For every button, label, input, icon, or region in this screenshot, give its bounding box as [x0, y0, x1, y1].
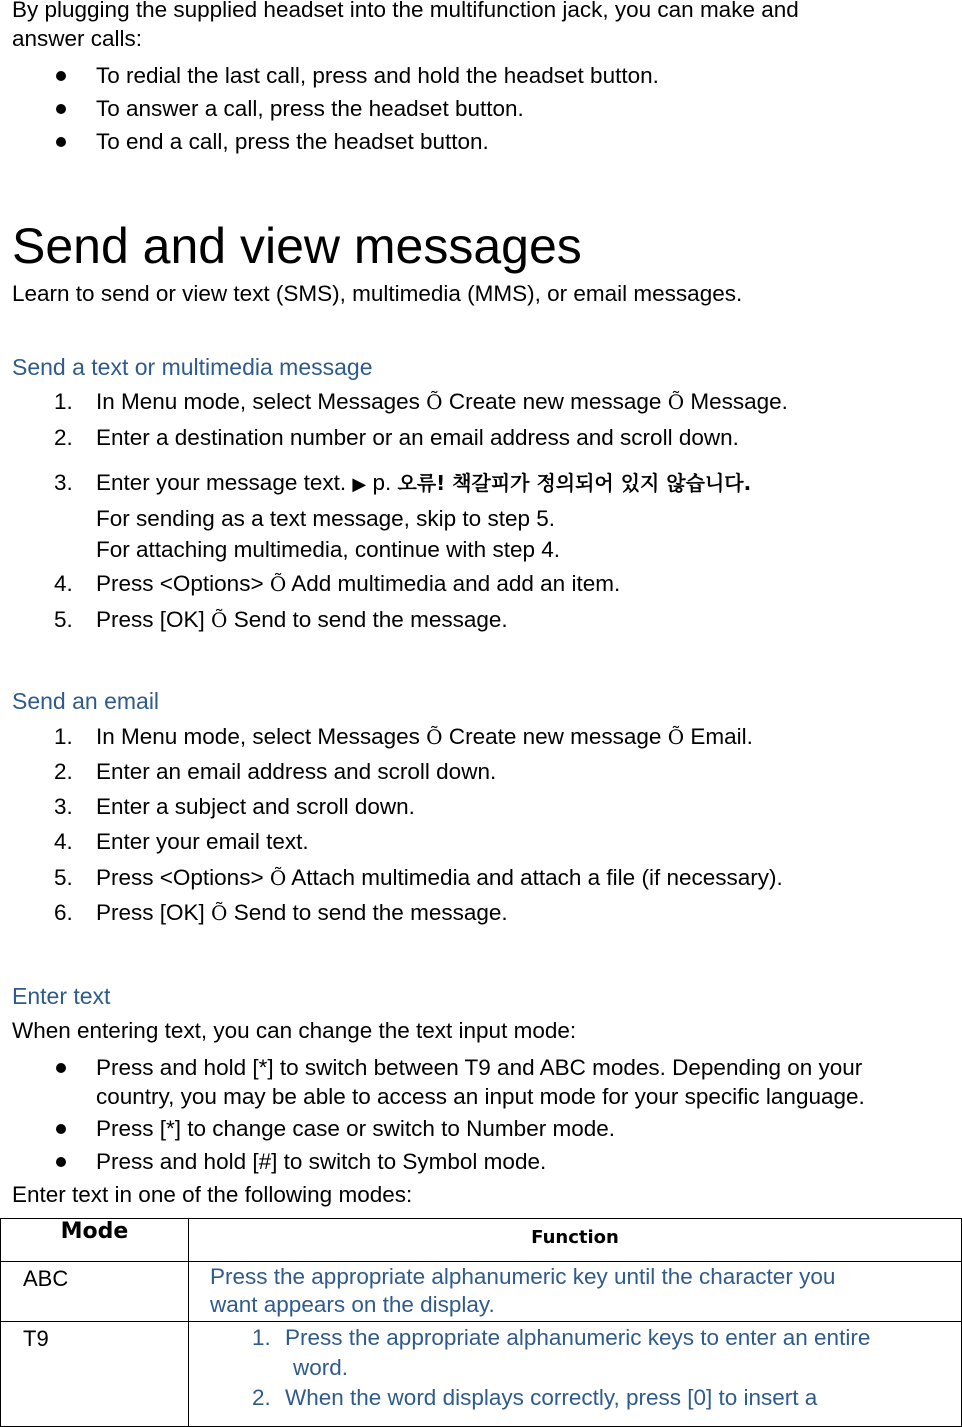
step-text: Press [OK] Õ Send to send the message.: [96, 900, 508, 925]
step-text: Enter a destination number or an email address and scroll down.: [96, 425, 739, 450]
intro-bullet: To answer a call, press the headset button.: [96, 96, 524, 121]
bullet-icon: [56, 71, 66, 81]
function-text: want appears on the display.: [210, 1292, 495, 1317]
step-text: Enter an email address and scroll down.: [96, 759, 497, 784]
bullet-icon: [56, 1157, 66, 1167]
mode-cell: T9: [1, 1322, 189, 1427]
arrow-icon: Õ: [426, 725, 443, 749]
column-header-function: Function: [189, 1219, 962, 1262]
arrow-icon: Õ: [426, 390, 443, 414]
arrow-icon: Õ: [667, 725, 685, 749]
enter-text-bullet-cont: country, you may be able to access an input mode for your specific language.: [96, 1084, 865, 1109]
intro-line-1: By plugging the supplied headset into the multifunction jack, you can make and: [12, 0, 799, 22]
list-item: [189, 1324, 961, 1354]
bullet-icon: [56, 104, 66, 114]
step-text: Enter a subject and scroll down.: [96, 794, 415, 819]
list-item: [189, 1384, 961, 1414]
step-number: 4.: [54, 829, 73, 854]
arrow-icon: Õ: [667, 390, 685, 414]
item-text: word.: [293, 1355, 349, 1380]
arrow-icon: Õ: [269, 866, 287, 890]
function-cell: [189, 1262, 962, 1322]
enter-text-bullet: Press and hold [*] to switch between T9 and ABC modes. Depending on your: [96, 1055, 863, 1080]
list-item-cont: [189, 1354, 961, 1384]
enter-text-bullet: Press [*] to change case or switch to Number mode.: [96, 1116, 615, 1141]
section-title-send-email: Send an email: [12, 688, 160, 714]
step-number: 1.: [54, 724, 73, 749]
bullet-icon: [56, 1124, 66, 1134]
arrow-icon: Õ: [269, 572, 287, 596]
item-text: When the word displays correctly, press [0] to insert a: [285, 1385, 818, 1410]
intro-line-2: answer calls:: [12, 26, 143, 51]
arrow-icon: Õ: [211, 608, 228, 632]
step-text: Press [OK] Õ Send to send the message.: [96, 607, 508, 632]
enter-text-lead: When entering text, you can change the text input mode:: [12, 1018, 577, 1043]
section-title-send-message: Send a text or multimedia message: [12, 354, 373, 380]
page-title: Send and view messages: [12, 218, 582, 274]
step-number: 3.: [54, 794, 73, 819]
arrow-icon: Õ: [211, 901, 228, 925]
step-number: 2.: [54, 425, 73, 450]
step-text: Enter your email text.: [96, 829, 309, 854]
step-text: In Menu mode, select Messages Õ Create new message Õ Email.: [96, 724, 753, 749]
function-text: Press the appropriate alphanumeric key until the character you: [210, 1264, 836, 1289]
play-triangle-icon: ▶: [352, 474, 367, 494]
enter-text-bullet: Press and hold [#] to switch to Symbol mode.: [96, 1149, 547, 1174]
step-number: 5.: [54, 607, 73, 632]
lead-text: Learn to send or view text (SMS), multimedia (MMS), or email messages.: [12, 281, 743, 306]
step-subtext: For attaching multimedia, continue with step 4.: [96, 537, 560, 562]
column-header-mode: Mode: [1, 1219, 189, 1262]
modes-table: [0, 1218, 962, 1427]
intro-bullet: To end a call, press the headset button.: [96, 129, 489, 154]
step-subtext: For sending as a text message, skip to step 5.: [96, 506, 555, 531]
intro-bullet: To redial the last call, press and hold the headset button.: [96, 63, 659, 88]
section-title-enter-text: Enter text: [12, 983, 111, 1009]
step-number: 1.: [54, 389, 73, 414]
table-header-row: [1, 1219, 962, 1262]
bullet-icon: [56, 1063, 66, 1073]
table-row: [1, 1322, 962, 1427]
item-number: 1.: [252, 1325, 271, 1350]
step-number: 6.: [54, 900, 73, 925]
step-text: Press <Options> Õ Attach multimedia and attach a file (if necessary).: [96, 865, 783, 890]
step-text: In Menu mode, select Messages Õ Create new message Õ Message.: [96, 389, 788, 414]
step-number: 3.: [54, 470, 73, 495]
reference-error: 오류! 책갈피가 정의되어 있지 않습니다.: [397, 471, 752, 495]
item-number: 2.: [252, 1385, 271, 1410]
enter-text-outro: Enter text in one of the following modes:: [12, 1182, 413, 1207]
bullet-icon: [56, 137, 66, 147]
mode-cell: ABC: [1, 1262, 189, 1322]
step-number: 2.: [54, 759, 73, 784]
table-row: [1, 1262, 962, 1322]
step-number: 4.: [54, 571, 73, 596]
item-text: Press the appropriate alphanumeric keys to enter an entire: [285, 1325, 871, 1350]
step-number: 5.: [54, 865, 73, 890]
step-text: Enter your message text. ▶ p. 오류! 책갈피가 정의되어 있지 않습니다.: [96, 470, 752, 495]
step-text: Press <Options> Õ Add multimedia and add an item.: [96, 571, 621, 596]
function-cell: [189, 1322, 962, 1427]
